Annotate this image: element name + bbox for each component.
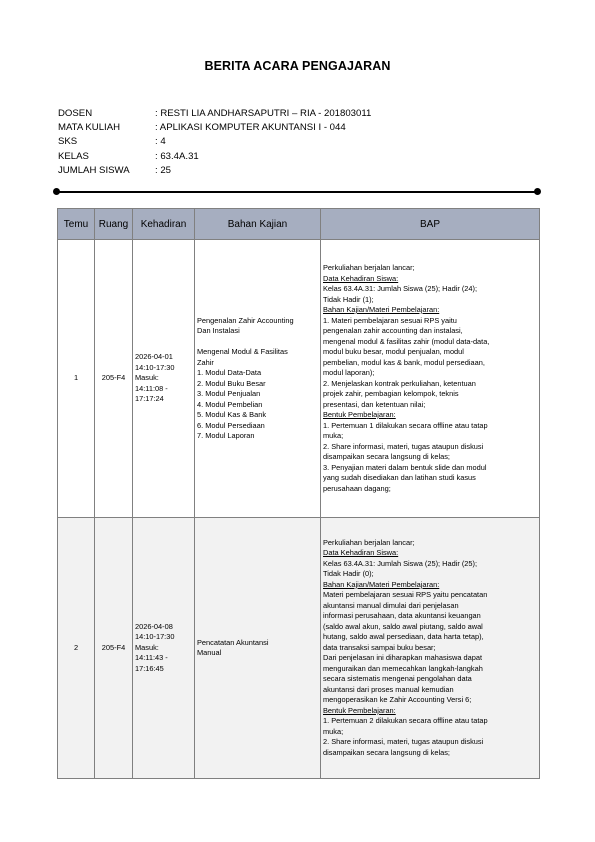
bap-line: 1. Pertemuan 1 dilakukan secara offline atau tatap <box>323 420 488 430</box>
divider-dot-right <box>534 188 541 195</box>
cell-line: 14:11:08 - <box>135 383 168 393</box>
cell-line: 3. Modul Penjualan <box>197 389 261 398</box>
bap-line: modul buku besar, modul penjualan, modul <box>323 347 464 356</box>
bap-line: disampaikan secara langsung di kelas; <box>323 452 450 461</box>
cell-bahan-kajian <box>195 518 321 779</box>
cell-line: 6. Modul Persediaan <box>197 420 265 430</box>
bap-section-heading: Bahan Kajian/Materi Pembelajaran: <box>323 579 440 589</box>
cell-bahan-kajian <box>195 240 321 518</box>
cell-line: Pencatatan Akuntansi <box>197 637 269 647</box>
bap-line: yang sudah disediakan dan latihan studi kasus <box>323 473 476 482</box>
cell-line: 14:11:43 - <box>135 653 168 663</box>
bap-line: muka; <box>323 726 344 736</box>
bap-line: 2. Menjelaskan kontrak perkuliahan, ketentuan <box>323 378 476 388</box>
info-row-dosen <box>58 107 371 121</box>
bap-line: akuntansi manual dimulai dari penjelasan <box>323 600 459 610</box>
header-temu: Temu <box>58 209 95 240</box>
bap-section-heading: Bentuk Pembelajaran: <box>323 410 396 419</box>
bap-line: informasi perusahaan, data akuntansi keuangan <box>323 611 481 621</box>
bap-line: data transaksi sampai buku besar; <box>323 642 436 652</box>
bap-line: disampaikan secara langsung di kelas; <box>323 747 450 757</box>
bap-line: muka; <box>323 431 344 440</box>
table-row <box>58 240 540 518</box>
cell-ruang: 205-F4 <box>95 240 133 518</box>
cell-line: 7. Modul Laporan <box>197 431 255 440</box>
bap-line: Materi pembelajaran sesuai RPS yaitu pencatatan <box>323 590 488 600</box>
info-value: : APLIKASI KOMPUTER AKUNTANSI I - 044 <box>155 122 346 134</box>
bap-section-heading: Data Kehadiran Siswa: <box>323 548 399 558</box>
header-kehadiran: Kehadiran <box>133 209 195 240</box>
info-label: KELAS <box>58 150 89 162</box>
header-bahan-kajian: Bahan Kajian <box>195 209 321 240</box>
info-row-sks <box>58 135 371 149</box>
bap-line: Tidak Hadir (1); <box>323 294 374 304</box>
cell-line: 5. Modul Kas & Bank <box>197 410 267 419</box>
header-bap: BAP <box>321 209 540 240</box>
bap-line: secara sistematis mengenai pengolahan data <box>323 674 472 684</box>
cell-line: 17:17:24 <box>135 394 164 404</box>
cell-kehadiran <box>133 240 195 518</box>
bap-line: Tidak Hadir (0); <box>323 569 374 579</box>
info-row-jumlah-siswa <box>58 164 371 178</box>
bap-line: menguraikan dan memecahkan langkah-langkah <box>323 663 483 673</box>
cell-kehadiran <box>133 518 195 779</box>
cell-line: Mengenal Modul & Fasilitas <box>197 347 288 356</box>
info-row-mata-kuliah <box>58 121 371 135</box>
divider-line <box>57 191 538 193</box>
bap-line: Perkuliahan berjalan lancar; <box>323 537 415 547</box>
bap-line: presentasi, dan ketentuan nilai; <box>323 399 426 409</box>
bap-line: akuntansi dari proses manual kemudian <box>323 684 454 694</box>
info-label: DOSEN <box>58 108 93 119</box>
info-label: MATA KULIAH <box>58 122 121 134</box>
info-label: JUMLAH SISWA <box>58 164 130 176</box>
bap-line: pembelian, modul kas & bank, modul persediaan, <box>323 357 485 367</box>
cell-line <box>197 337 318 348</box>
info-value: : 25 <box>155 164 172 176</box>
bap-line: Kelas 63.4A.31: Jumlah Siswa (25); Hadir (24); <box>323 284 478 293</box>
cell-line: 2026-04-08 <box>135 621 173 631</box>
bap-line: 1. Pertemuan 2 dilakukan secara offline atau tatap <box>323 716 488 726</box>
bap-line: modul laporan); <box>323 368 375 377</box>
bap-line: 2. Share informasi, materi, tugas ataupun diskusi <box>323 737 484 747</box>
bap-line: hutang, saldo awal persediaan, data harta tetap), <box>323 632 484 642</box>
bap-line: mengoperasikan ke Zahir Accounting Versi 6; <box>323 695 472 705</box>
bap-line: perusahaan dagang; <box>323 483 391 493</box>
cell-bap <box>321 240 540 518</box>
bap-line: Perkuliahan berjalan lancar; <box>323 263 415 272</box>
bap-line: 2. Share informasi, materi, tugas ataupun diskusi <box>323 441 484 451</box>
bap-section-heading: Data Kehadiran Siswa: <box>323 273 399 283</box>
table-header-row <box>58 209 540 240</box>
cell-temu: 2 <box>58 518 95 779</box>
cell-line: 17:16:45 <box>135 663 164 673</box>
cell-line: Dan Instalasi <box>197 326 240 335</box>
cell-ruang: 205-F4 <box>95 518 133 779</box>
bap-line: Dari penjelasan ini diharapkan mahasiswa dapat <box>323 653 482 663</box>
cell-line: Manual <box>197 648 222 657</box>
cell-line: 2. Modul Buku Besar <box>197 378 266 388</box>
course-info <box>58 107 371 178</box>
cell-line: Masuk: <box>135 642 159 652</box>
cell-line: 14:10-17:30 <box>135 362 175 372</box>
bap-line: pengenalan zahir accounting dan instalasi, <box>323 326 463 335</box>
cell-bap <box>321 518 540 779</box>
page-title: BERITA ACARA PENGAJARAN <box>204 59 391 73</box>
cell-line: 2026-04-01 <box>135 352 173 362</box>
header-ruang: Ruang <box>95 209 133 240</box>
bap-line: 1. Materi pembelajaran sesuai RPS yaitu <box>323 315 457 325</box>
info-value: : RESTI LIA ANDHARSAPUTRI – RIA - 201803011 <box>155 108 372 119</box>
cell-line: Zahir <box>197 357 214 367</box>
bap-section-heading: Bentuk Pembelajaran: <box>323 705 396 715</box>
bap-table <box>57 208 540 779</box>
info-label: SKS <box>58 136 78 148</box>
cell-line: 1. Modul Data-Data <box>197 368 262 377</box>
bap-line: mengenal modul & fasilitas zahir (modul data-data, <box>323 336 490 346</box>
info-value: : 63.4A.31 <box>155 150 199 162</box>
bap-line: Kelas 63.4A.31: Jumlah Siswa (25); Hadir (25); <box>323 558 478 568</box>
cell-temu: 1 <box>58 240 95 518</box>
table-row <box>58 518 540 779</box>
cell-line: Pengenalan Zahir Accounting <box>197 315 294 325</box>
bap-line: projek zahir, pembagian kelompok, teknis <box>323 389 459 398</box>
info-row-kelas <box>58 150 371 164</box>
bap-section-heading: Bahan Kajian/Materi Pembelajaran: <box>323 305 440 314</box>
cell-line: Masuk: <box>135 373 159 383</box>
bap-line: (saldo awal akun, saldo awal piutang, saldo awal <box>323 621 483 631</box>
bap-line: 3. Penyajian materi dalam bentuk slide dan modul <box>323 462 487 472</box>
info-value: : 4 <box>155 136 166 148</box>
cell-line: 14:10-17:30 <box>135 632 175 642</box>
cell-line: 4. Modul Pembelian <box>197 399 263 409</box>
